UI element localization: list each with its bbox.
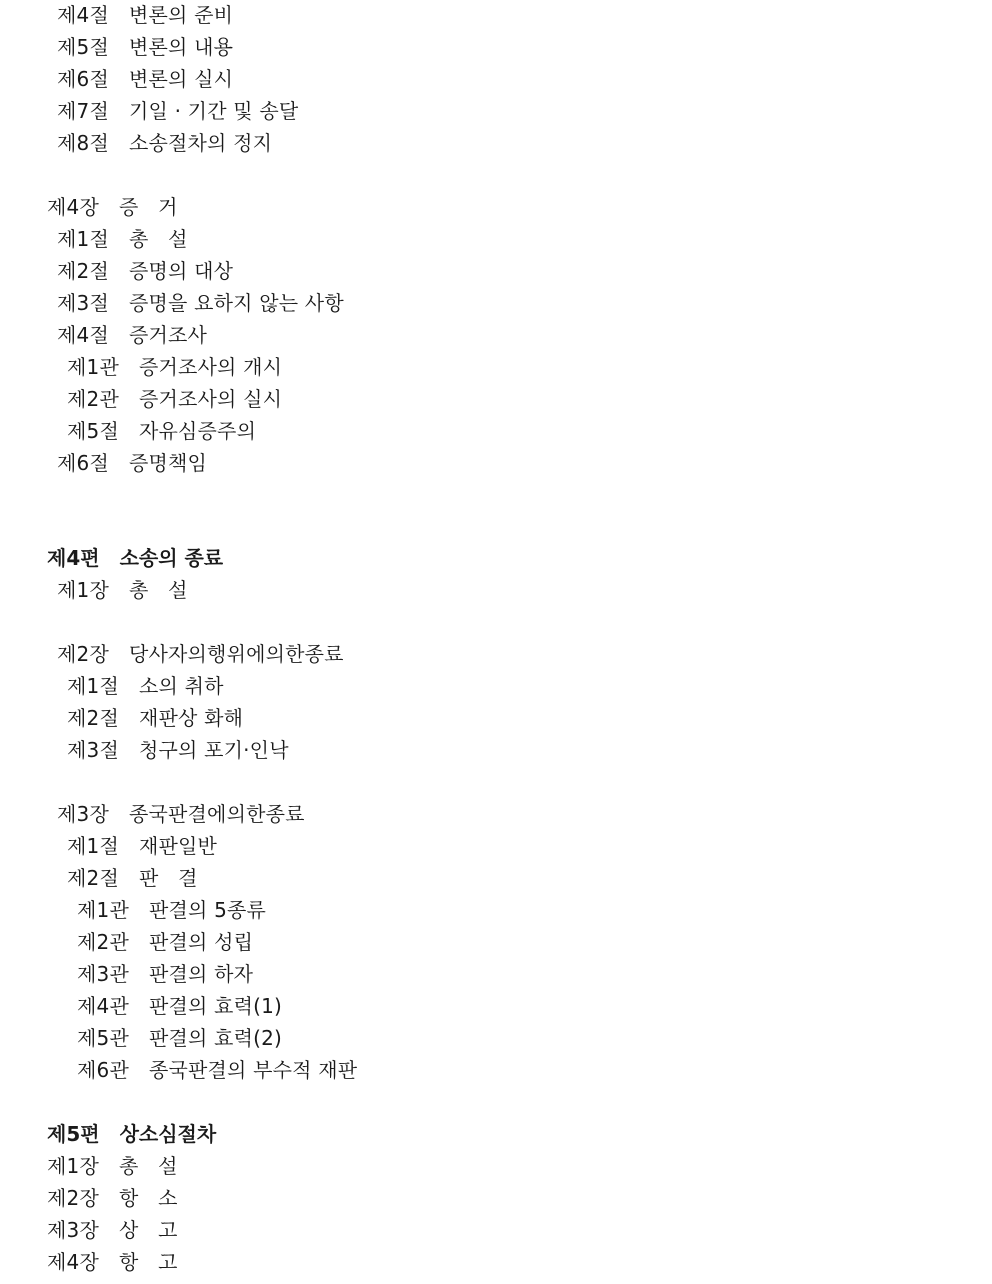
toc-entry-number: 제7절 [57, 99, 109, 123]
toc-entry [57, 224, 188, 254]
toc-entry-number: 제5절 [57, 35, 109, 59]
toc-entry-number: 제1장 [47, 1154, 99, 1178]
toc-entry-title: 재판일반 [138, 834, 218, 858]
toc-entry-title: 자유심증주의 [138, 419, 257, 443]
toc-entry [57, 32, 233, 62]
toc-entry [67, 671, 224, 701]
toc-entry-number: 제5절 [67, 419, 119, 443]
toc-entry-title: 항 고 [118, 1250, 178, 1274]
toc-entry-number: 제1절 [67, 674, 119, 698]
toc-entry-number: 제5편 [47, 1122, 100, 1146]
toc-entry-title: 항 소 [118, 1186, 178, 1210]
toc-entry-title: 총 설 [128, 578, 188, 602]
toc-entry-number: 제1관 [67, 355, 119, 379]
toc-entry [67, 735, 289, 765]
toc-entry-number: 제3장 [47, 1218, 99, 1242]
toc-entry [57, 639, 344, 669]
toc-entry [67, 703, 243, 733]
toc-entry-title: 상소심절차 [119, 1122, 217, 1146]
toc-entry [57, 64, 233, 94]
toc-entry-number: 제4관 [77, 994, 129, 1018]
toc-entry [47, 1119, 216, 1149]
toc-entry-title: 판 결 [138, 866, 198, 890]
toc-entry-title: 총 설 [118, 1154, 178, 1178]
toc-entry-title: 당사자의행위에의한종료 [128, 642, 344, 666]
toc-entry [57, 320, 207, 350]
toc-entry [57, 128, 272, 158]
toc-entry [77, 959, 253, 989]
toc-entry-title: 판결의 성립 [148, 930, 254, 954]
toc-entry-title: 판결의 효력(2) [148, 1026, 283, 1050]
toc-entry-title: 상 고 [118, 1218, 178, 1242]
toc-entry-number: 제3관 [77, 962, 129, 986]
toc-entry [47, 192, 178, 222]
toc-entry-number: 제3절 [67, 738, 119, 762]
toc-entry-number: 제2절 [67, 866, 119, 890]
toc-entry-number: 제8절 [57, 131, 109, 155]
toc-entry [57, 799, 305, 829]
toc-entry-number: 제6절 [57, 67, 109, 91]
toc-entry-number: 제2절 [57, 259, 109, 283]
toc-entry [57, 0, 233, 30]
toc-entry-title: 증명을 요하지 않는 사항 [128, 291, 344, 315]
toc-entry [57, 256, 233, 286]
toc-entry [67, 863, 198, 893]
toc-entry-title: 증명책임 [128, 451, 208, 475]
toc-entry-title: 증거조사 [128, 323, 208, 347]
toc-entry-title: 소의 취하 [138, 674, 224, 698]
toc-entry [77, 1023, 282, 1053]
toc-entry [57, 96, 298, 126]
toc-entry-number: 제4장 [47, 195, 99, 219]
toc-entry-number: 제2관 [67, 387, 119, 411]
toc-entry [67, 352, 282, 382]
toc-entry [47, 1183, 178, 1213]
toc-entry-title: 판결의 효력(1) [148, 994, 283, 1018]
toc-entry-title: 판결의 하자 [148, 962, 254, 986]
toc-entry-title: 종국판결에의한종료 [128, 802, 305, 826]
toc-entry-title: 재판상 화해 [138, 706, 244, 730]
toc-entry-title: 증거조사의 실시 [138, 387, 283, 411]
toc-entry-number: 제2절 [67, 706, 119, 730]
toc-entry-title: 변론의 내용 [128, 35, 234, 59]
toc-entry [47, 543, 223, 573]
toc-entry-title: 증 거 [118, 195, 178, 219]
toc-entry-title: 종국판결의 부수적 재판 [148, 1058, 358, 1082]
toc-entry [47, 1247, 178, 1277]
toc-entry-number: 제6절 [57, 451, 109, 475]
toc-entry [77, 1055, 357, 1085]
toc-entry-number: 제4절 [57, 3, 109, 27]
toc-entry-title: 증명의 대상 [128, 259, 234, 283]
toc-entry-title: 변론의 실시 [128, 67, 234, 91]
toc-entry [67, 831, 217, 861]
toc-entry-title: 판결의 5종류 [148, 898, 267, 922]
toc-entry-number: 제1관 [77, 898, 129, 922]
toc-entry [57, 575, 188, 605]
toc-entry [47, 1215, 178, 1245]
toc-entry-number: 제6관 [77, 1058, 129, 1082]
toc-entry-title: 총 설 [128, 227, 188, 251]
toc-entry [67, 416, 256, 446]
toc-entry [57, 288, 344, 318]
toc-entry [67, 384, 282, 414]
toc-entry-title: 소송절차의 정지 [128, 131, 273, 155]
toc-entry-number: 제1절 [57, 227, 109, 251]
toc-entry [47, 1151, 178, 1181]
toc-entry-title: 증거조사의 개시 [138, 355, 283, 379]
toc-entry-number: 제1장 [57, 578, 109, 602]
toc-entry [77, 991, 282, 1021]
toc-entry-number: 제4편 [47, 546, 100, 570]
toc-entry [57, 448, 207, 478]
toc-entry-number: 제5관 [77, 1026, 129, 1050]
toc-entry-title: 변론의 준비 [128, 3, 234, 27]
toc-entry-number: 제2장 [47, 1186, 99, 1210]
toc-entry-number: 제2관 [77, 930, 129, 954]
toc-entry-title: 청구의 포기·인낙 [138, 738, 289, 762]
toc-entry-number: 제3절 [57, 291, 109, 315]
toc-entry-number: 제3장 [57, 802, 109, 826]
toc-entry-number: 제2장 [57, 642, 109, 666]
toc-entry [77, 895, 266, 925]
toc-entry-number: 제4절 [57, 323, 109, 347]
toc-entry [77, 927, 253, 957]
toc-entry-title: 소송의 종료 [119, 546, 224, 570]
toc-entry-title: 기일 · 기간 및 송달 [128, 99, 299, 123]
toc-entry-number: 제1절 [67, 834, 119, 858]
toc-entry-number: 제4장 [47, 1250, 99, 1274]
